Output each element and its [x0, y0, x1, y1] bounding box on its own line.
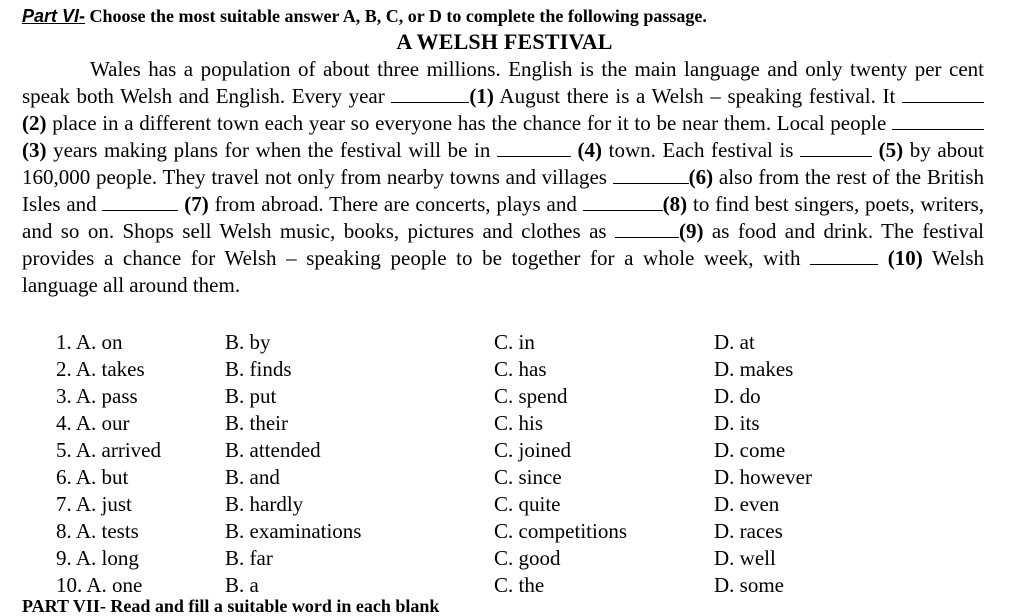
passage-segment: Wales has a population of about three millions. English is the main language and only twenty per cent speak both Welsh and English. Every year — [22, 57, 984, 108]
blank-5[interactable] — [800, 137, 872, 157]
option-b[interactable]: B. hardly — [225, 492, 304, 516]
blank-number-10: (10) — [887, 246, 923, 270]
blank-6[interactable] — [613, 164, 689, 184]
option-d[interactable]: D. come — [714, 438, 786, 462]
blank-2[interactable] — [902, 83, 984, 103]
option-a[interactable]: 10. A. one — [56, 573, 143, 597]
passage-segment: place in a different town each year so everyone has the chance for it to be near them. Local people — [46, 111, 892, 135]
passage-text — [22, 56, 984, 299]
option-b[interactable]: B. by — [225, 330, 271, 354]
option-b[interactable]: B. a — [225, 573, 259, 597]
option-a[interactable]: 3. A. pass — [56, 384, 138, 408]
option-c[interactable]: C. his — [494, 411, 544, 435]
blank-number-5: (5) — [878, 138, 904, 162]
blank-9[interactable] — [615, 218, 679, 238]
option-b[interactable]: B. and — [225, 465, 280, 489]
passage-segment: from abroad. There are concerts, plays and — [208, 192, 583, 216]
next-part-header-cut: PART VII- Read and fill a suitable word in each blank — [22, 596, 440, 616]
passage-segment: by about 160,000 people. They travel not only from nearby towns and villages — [22, 138, 985, 189]
worksheet-page — [22, 0, 987, 616]
blank-number-8: (8) — [662, 192, 688, 216]
question-row — [22, 437, 987, 464]
passage-segment: town. Each festival is — [602, 138, 801, 162]
blank-number-2: (2) — [22, 111, 47, 135]
option-c[interactable]: C. in — [494, 330, 535, 354]
question-row — [22, 572, 987, 599]
blank-7[interactable] — [102, 191, 178, 211]
option-d[interactable]: D. however — [714, 465, 812, 489]
blank-number-9: (9) — [679, 219, 704, 243]
question-row — [22, 383, 987, 410]
option-d[interactable]: D. well — [714, 546, 776, 570]
option-a[interactable]: 8. A. tests — [56, 519, 139, 543]
blank-number-7: (7) — [184, 192, 209, 216]
question-row — [22, 545, 987, 572]
passage-segment: years making plans for when the festival will be in — [46, 138, 497, 162]
blank-8[interactable] — [583, 191, 663, 211]
option-d[interactable]: D. its — [714, 411, 760, 435]
option-b[interactable]: B. their — [225, 411, 288, 435]
option-d[interactable]: D. do — [714, 384, 761, 408]
option-d[interactable]: D. some — [714, 573, 784, 597]
option-c[interactable]: C. has — [494, 357, 547, 381]
question-row — [22, 491, 987, 518]
option-a[interactable]: 1. A. on — [56, 330, 123, 354]
passage-title: A WELSH FESTIVAL — [396, 29, 613, 54]
part-header — [22, 6, 707, 27]
question-row — [22, 356, 987, 383]
option-d[interactable]: D. makes — [714, 357, 794, 381]
option-b[interactable]: B. finds — [225, 357, 292, 381]
option-c[interactable]: C. since — [494, 465, 562, 489]
option-a[interactable]: 7. A. just — [56, 492, 132, 516]
question-row — [22, 410, 987, 437]
question-row — [22, 518, 987, 545]
blank-3[interactable] — [892, 110, 984, 130]
option-b[interactable]: B. attended — [225, 438, 321, 462]
option-a[interactable]: 6. A. but — [56, 465, 129, 489]
option-b[interactable]: B. put — [225, 384, 277, 408]
blank-number-4: (4) — [577, 138, 603, 162]
blank-number-6: (6) — [688, 165, 714, 189]
option-c[interactable]: C. competitions — [494, 519, 627, 543]
blank-10[interactable] — [810, 245, 878, 265]
blank-1[interactable] — [391, 83, 469, 103]
option-d[interactable]: D. at — [714, 330, 755, 354]
option-c[interactable]: C. the — [494, 573, 545, 597]
passage-segment: August there is a Welsh – speaking festival. It — [493, 84, 902, 108]
question-row — [22, 329, 987, 356]
option-b[interactable]: B. examinations — [225, 519, 362, 543]
option-a[interactable]: 4. A. our — [56, 411, 130, 435]
blank-number-3: (3) — [22, 138, 47, 162]
passage-segment: to find best singers, poets, writers, and so on. Shops sell Welsh music, books, pictures and clothes as — [22, 192, 984, 243]
blank-number-1: (1) — [469, 84, 494, 108]
part-label: Part VI- — [22, 6, 86, 26]
answer-options — [22, 329, 987, 599]
passage-segment: also from the rest of the British Isles and — [22, 165, 985, 216]
option-c[interactable]: C. good — [494, 546, 561, 570]
option-d[interactable]: D. even — [714, 492, 780, 516]
option-d[interactable]: D. races — [714, 519, 783, 543]
option-c[interactable]: C. spend — [494, 384, 568, 408]
option-a[interactable]: 9. A. long — [56, 546, 139, 570]
blank-4[interactable] — [497, 137, 571, 157]
option-a[interactable]: 2. A. takes — [56, 357, 145, 381]
passage-segment: Welsh language all around them. — [22, 246, 985, 297]
passage-segment: as food and drink. The festival provides a chance for Welsh – speaking people to be together for a whole week, with — [22, 219, 985, 270]
question-row — [22, 464, 987, 491]
option-a[interactable]: 5. A. arrived — [56, 438, 161, 462]
option-c[interactable]: C. quite — [494, 492, 561, 516]
option-b[interactable]: B. far — [225, 546, 273, 570]
option-c[interactable]: C. joined — [494, 438, 571, 462]
part-instruction: Choose the most suitable answer A, B, C, or D to complete the following passage. — [85, 6, 707, 26]
